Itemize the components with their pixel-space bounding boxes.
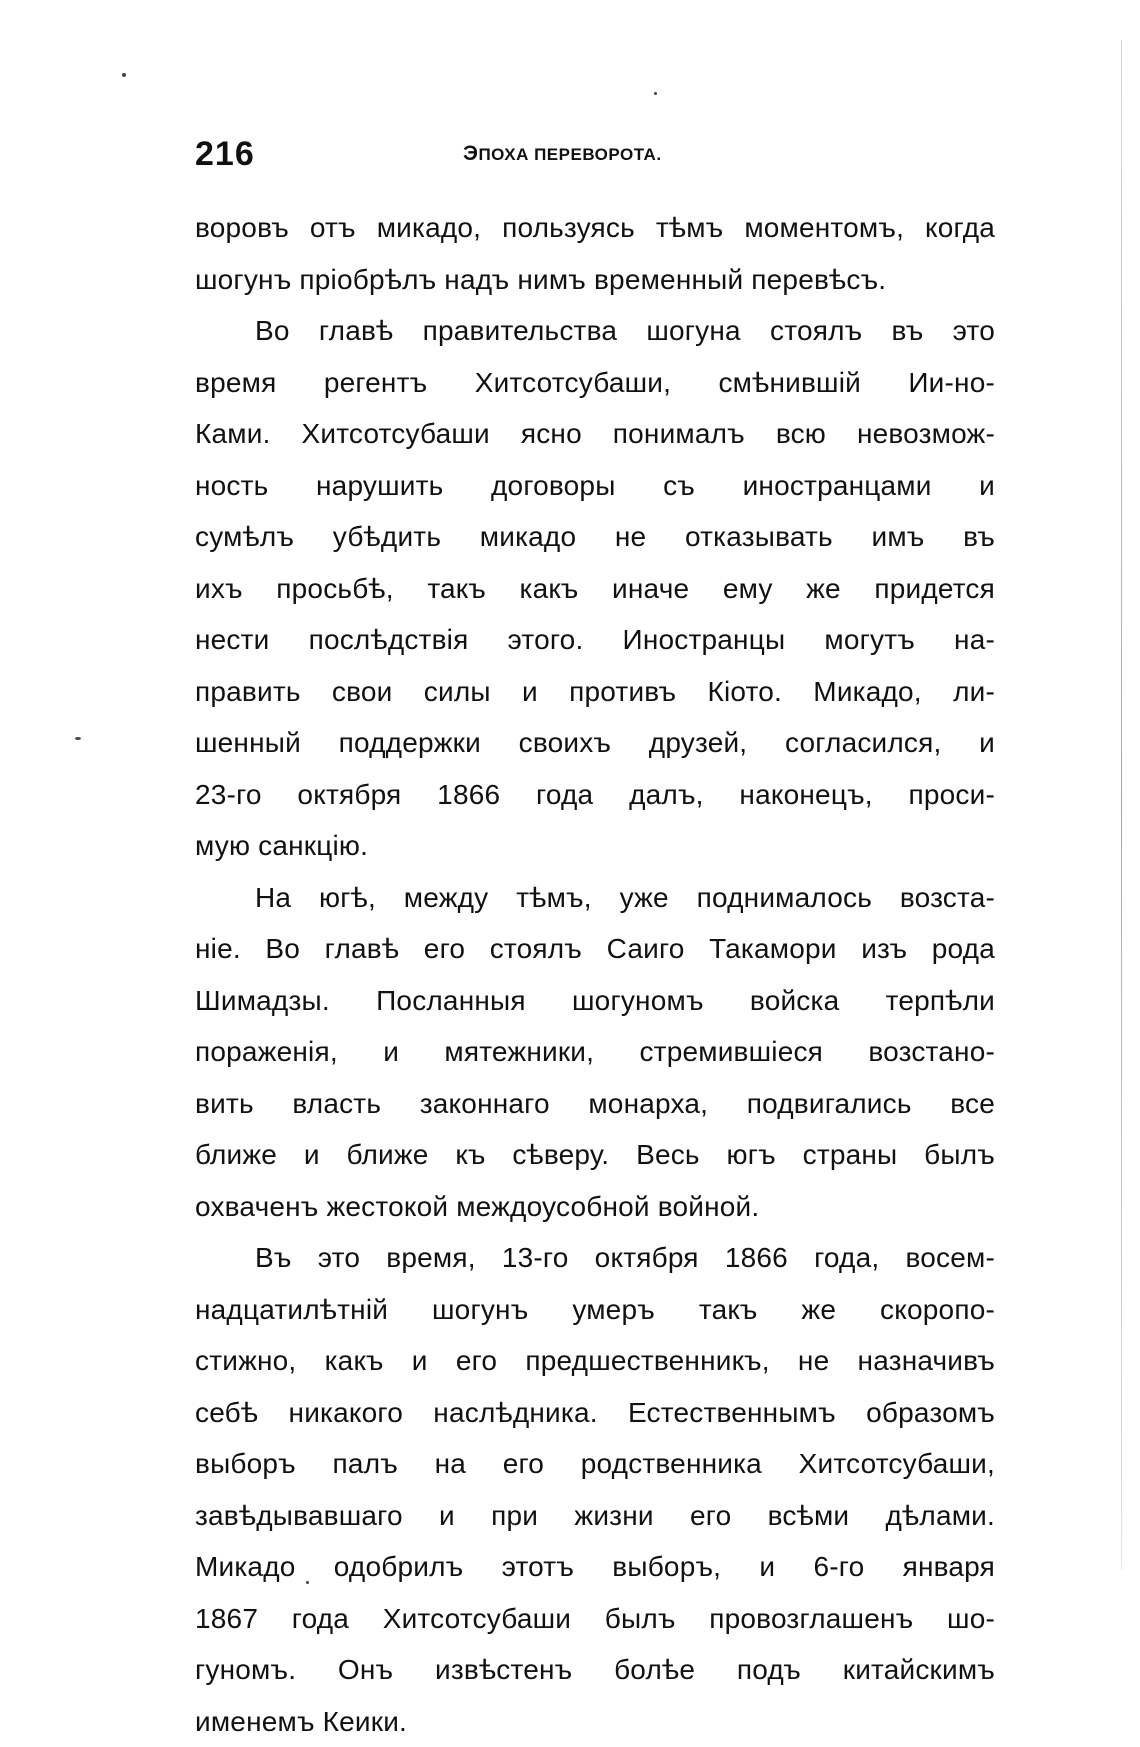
text-line: ніе. Во главѣ его стоялъ Саиго Такамори изъ рода bbox=[195, 923, 995, 975]
text-line: ихъ просьбѣ, такъ какъ иначе ему же придется bbox=[195, 563, 995, 615]
text-line: Микадо одобрилъ этотъ выборъ, и 6-го января bbox=[195, 1541, 995, 1593]
text-line: нести послѣдствія этого. Иностранцы могутъ на- bbox=[195, 614, 995, 666]
running-title-initial: Э bbox=[463, 142, 478, 165]
text-line: надцатилѣтній шогунъ умеръ такъ же скоропо- bbox=[195, 1284, 995, 1336]
text-line: 23-го октября 1866 года далъ, наконецъ, проси- bbox=[195, 769, 995, 821]
text-line: вить власть законнаго монарха, подвигались все bbox=[195, 1078, 995, 1130]
text-line: Въ это время, 13-го октября 1866 года, восем- bbox=[195, 1232, 995, 1284]
text-line: охваченъ жестокой междоусобной войной. bbox=[195, 1181, 995, 1233]
running-title bbox=[463, 142, 662, 166]
running-title-rest: ПОХА ПЕРЕВОРОТА. bbox=[478, 145, 661, 164]
running-header bbox=[195, 135, 985, 179]
page-number: 216 bbox=[195, 135, 255, 174]
scan-speck bbox=[654, 92, 657, 95]
text-line: Ками. Хитсотсубаши ясно понималъ всю невозмож- bbox=[195, 408, 995, 460]
text-line: воровъ отъ микадо, пользуясь тѣмъ моментомъ, когда bbox=[195, 202, 995, 254]
page-edge-shadow bbox=[1121, 40, 1122, 1570]
text-line: завѣдывавшаго и при жизни его всѣми дѣлами. bbox=[195, 1490, 995, 1542]
text-line: Шимадзы. Посланныя шогуномъ войска терпѣли bbox=[195, 975, 995, 1027]
text-line: Во главѣ правительства шогуна стоялъ въ это bbox=[195, 305, 995, 357]
text-line: именемъ Кеики. bbox=[195, 1696, 995, 1747]
body-text bbox=[195, 202, 995, 1747]
text-line: шогунъ пріобрѣлъ надъ нимъ временный перевѣсъ. bbox=[195, 254, 995, 306]
text-line: время регентъ Хитсотсубаши, смѣнившій Ии-но- bbox=[195, 357, 995, 409]
text-line: 1867 года Хитсотсубаши былъ провозглашенъ шо- bbox=[195, 1593, 995, 1645]
text-line: На югѣ, между тѣмъ, уже поднималось возста- bbox=[195, 872, 995, 924]
text-line: выборъ палъ на его родственника Хитсотсубаши, bbox=[195, 1438, 995, 1490]
text-line: ближе и ближе къ сѣверу. Весь югъ страны былъ bbox=[195, 1129, 995, 1181]
text-line: стижно, какъ и его предшественникъ, не назначивъ bbox=[195, 1335, 995, 1387]
text-line: гуномъ. Онъ извѣстенъ болѣе подъ китайскимъ bbox=[195, 1644, 995, 1696]
text-line: себѣ никакого наслѣдника. Естественнымъ образомъ bbox=[195, 1387, 995, 1439]
text-line: мую санкцію. bbox=[195, 820, 995, 872]
text-line: править свои силы и противъ Кіото. Микадо, ли- bbox=[195, 666, 995, 718]
scan-speck bbox=[122, 73, 126, 77]
scan-speck bbox=[75, 737, 81, 740]
text-line: ность нарушить договоры съ иностранцами и bbox=[195, 460, 995, 512]
text-line: сумѣлъ убѣдить микадо не отказывать имъ въ bbox=[195, 511, 995, 563]
text-line: пораженія, и мятежники, стремившіеся возстано- bbox=[195, 1026, 995, 1078]
text-line: шенный поддержки своихъ друзей, согласился, и bbox=[195, 717, 995, 769]
